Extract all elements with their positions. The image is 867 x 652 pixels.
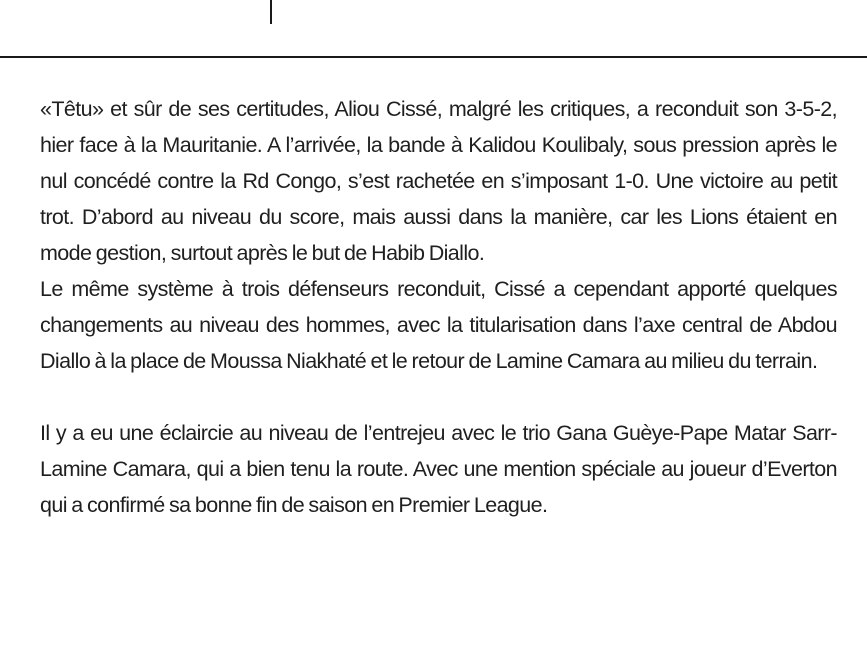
column-divider-tick [270,0,272,24]
article-paragraph-2: Le même système à trois défenseurs reconduit, Cissé a cependant apporté quelques changements au niveau des hommes, avec la titularisation dans l’axe central de Abdou Diallo à la place de Moussa Niakhaté et le retour de Lamine Camara au milieu du terrain. [40,277,837,373]
article-body [40,91,837,523]
article-paragraph-3: Il y a eu une éclaircie au niveau de l’entrejeu avec le trio Gana Guèye-Pape Matar Sarr-Lamine Camara, qui a bien tenu la route. Avec une mention spéciale au joueur d’Everton qui a confirmé sa bonne fin de saison en Premier League. [40,421,837,517]
horizontal-rule [0,56,867,58]
article-paragraph-1: «Têtu» et sûr de ses certitudes, Aliou Cissé, malgré les critiques, a reconduit son 3-5-2, hier face à la Mauritanie. A l’arrivée, la bande à Kalidou Koulibaly, sous pression après le nul concédé contre la Rd Congo, s’est rachetée en s’imposant 1-0. Une victoire au petit trot. D’abord au niveau du score, mais aussi dans la manière, car les Lions étaient en mode gestion, surtout après le but de Habib Diallo. [40,97,837,265]
